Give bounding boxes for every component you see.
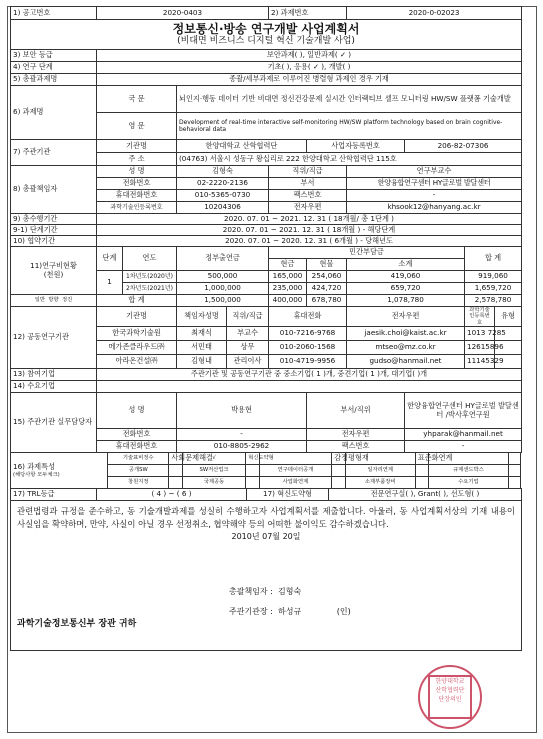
pi-email-value: khsook12@hanyang.ac.kr	[347, 202, 522, 214]
char-r3-6[interactable]	[332, 477, 346, 489]
contact-phone-label: 전화번호	[97, 429, 177, 441]
budget-sum-total: 2,578,780	[465, 295, 522, 307]
budget-sub-2: 659,720	[347, 283, 465, 295]
seal-line-2: 산학협력단	[435, 687, 465, 694]
host-label: 7) 주관기관	[11, 140, 97, 166]
characteristics-note: (해당사항 모두체크)	[13, 471, 60, 478]
pi-fax-label: 팩스번호	[269, 190, 347, 202]
pledge-head-line	[229, 607, 351, 617]
char-r2-7: 일자리연계	[345, 465, 415, 477]
business-plan-form	[10, 6, 521, 651]
char-r1-10[interactable]	[508, 453, 521, 465]
budget-bottom-3: 정진	[61, 297, 73, 304]
pledge-text: 관련법령과 규정을 준수하고, 동 기술개발과제를 성실히 수행하고자 사업계획서를 제출합니다. 아울러, 동 사업계획서상의 기재 내용이 사실임을 확약하며, 만약, 사실이 아닐 경우 선정취소, 협약해약 등의 어떠한 불이익도 감수하겠습니다.	[17, 506, 515, 529]
budget-stage-no: 1	[97, 271, 123, 295]
contact-dept-value: 한양융합연구센터 HY글로벌 발달센터 /박사후연구원	[405, 393, 522, 429]
joint-email-3: gudso@hanmail.net	[347, 355, 465, 369]
pi-phone-value: 02-2220-2136	[177, 178, 269, 190]
budget-year-2: 2차년도(2021년)	[123, 283, 177, 295]
task-number-value: 2020-0-02023	[347, 7, 522, 20]
budget-sum-sub: 1,078,780	[347, 295, 465, 307]
char-r1-6[interactable]: 감정평형재	[332, 453, 346, 465]
budget-bottom-labels	[11, 295, 97, 307]
budget-sub-1: 419,060	[347, 271, 465, 283]
pi-label: 8) 총괄책임자	[11, 166, 97, 214]
contact-phone-value: -	[177, 429, 307, 441]
contact-email-label: 전자우편	[307, 429, 405, 441]
joint-name-1: 최재식	[177, 327, 227, 341]
char-r3-7: 소재부품장비	[345, 477, 415, 489]
pledge-pi-name: 김형숙	[277, 587, 302, 597]
general-task-label: 5) 총괄과제명	[11, 74, 97, 86]
joint-sci-1: 1013 7285	[465, 327, 495, 341]
pi-pos-label: 직위/직급	[269, 166, 347, 178]
joint-sci-3: 11145329	[465, 355, 495, 369]
pledge-seal-mark: (인)	[336, 607, 351, 617]
trl-table	[10, 488, 522, 651]
joint-email-2: mtseo@mz.co.kr	[347, 341, 465, 355]
characteristics-label: 16) 과제특성	[13, 462, 56, 472]
joint-org-1: 한국과학기술원	[97, 327, 177, 341]
joint-pos-3: 관리이사	[227, 355, 269, 369]
total-period-label: 9) 총수행기간	[11, 214, 97, 225]
pi-sci-value: 10204306	[177, 202, 269, 214]
char-r1-1: 기술표비정수	[108, 453, 169, 465]
document-subtitle: (비대면 비즈니스 디지털 혁신 기술개발 사업)	[177, 36, 355, 47]
budget-col-total: 합 계	[465, 247, 522, 271]
host-org-label: 기관명	[97, 140, 177, 153]
announce-label: 1) 공고번호	[11, 7, 97, 20]
joint-phone-2: 010-2060-1568	[269, 341, 347, 355]
document-title: 정보통신·방송 연구개발 사업계획서	[172, 21, 360, 36]
contact-name-label: 성 명	[97, 393, 177, 429]
security-label: 3) 보안 등급	[11, 50, 97, 62]
research-stage-value: 기초( ), 응용( ✓ ), 개발( )	[97, 62, 522, 74]
pi-pos-value: 연구부교수	[347, 166, 522, 178]
char-r1-4[interactable]: 혁신도약형	[246, 453, 260, 465]
joint-org-3: 아라온건설㈜	[97, 355, 177, 369]
char-r3-2[interactable]	[169, 477, 183, 489]
budget-bottom-2: 방향	[48, 297, 59, 304]
stage-period-value: 2020. 07. 01 ~ 2021. 12. 31 ( 18개월 ) - 해당단계	[97, 225, 522, 236]
contact-fax-label: 팩스번호	[307, 441, 405, 453]
task-name-ko-label: 국 문	[97, 86, 177, 113]
pi-dept-label: 부서	[269, 178, 347, 190]
host-biz-label: 사업자등록번호	[307, 140, 405, 153]
joint-pos-2: 상무	[227, 341, 269, 355]
budget-cash-2: 235,000	[269, 283, 307, 295]
pledge-head-label: 주관기관장 :	[229, 607, 273, 617]
security-value: 보안과제( ), 일반과제( ✓ )	[97, 50, 522, 62]
joint-h-phone: 휴대전화	[269, 307, 347, 327]
joint-label: 12) 공동연구기관	[11, 307, 97, 369]
task-name-en-value: Development of real-time interactive self-monitoring HW/SW platform technology based on brain cognitive-behavioral data	[177, 113, 522, 140]
pledge-head-name: 하성규	[277, 607, 302, 617]
char-r3-1: 창원지정	[108, 477, 169, 489]
budget-total-2: 1,659,720	[465, 283, 522, 295]
pledge-cell	[11, 501, 522, 651]
char-r3-9: 수요기업	[429, 477, 508, 489]
joint-phone-3: 010-4719-9956	[269, 355, 347, 369]
title-cell	[11, 20, 522, 50]
characteristics-table	[10, 452, 521, 489]
task-number-label: 2) 과제번호	[269, 7, 347, 20]
joint-h-type: 유형	[495, 307, 522, 327]
pledge-date: 2010년 07월 20일	[231, 532, 301, 542]
innov-label: 17) 혁신도약형	[247, 489, 329, 501]
task-name-en-label: 영 문	[97, 113, 177, 140]
joint-email-1: jaesik.choi@kaist.ac.kr	[347, 327, 465, 341]
pi-fax-value: -	[347, 190, 522, 202]
contact-email-value: yhparak@hanmail.net	[405, 429, 522, 441]
char-r1-3: √	[182, 453, 245, 465]
char-r3-10[interactable]	[508, 477, 521, 489]
budget-bottom-1: 일반	[34, 297, 45, 304]
budget-col-kind: 현물	[307, 259, 347, 271]
budget-sum-label: 합 계	[97, 295, 177, 307]
budget-col-gov: 정부출연금	[177, 247, 269, 271]
char-r2-3: SW저산업크	[182, 465, 245, 477]
task-name-ko-value: 뇌인지·행동 데이터 기반 비대면 정신건강문제 실시간 인터랙티브 셀프 모니터링 HW/SW 플랫폼 기술개발	[177, 86, 522, 113]
char-r2-1: 공개SW	[108, 465, 169, 477]
pi-mobile-value: 010-5365-0730	[177, 190, 269, 202]
announce-value: 2020-0403	[97, 7, 269, 20]
char-r2-6[interactable]	[332, 465, 346, 477]
pi-name-value: 김형숙	[177, 166, 269, 178]
char-r2-8[interactable]	[415, 465, 429, 477]
budget-label-cell	[11, 247, 97, 295]
seal-line-3: 단장의인	[438, 696, 462, 703]
agreement-period-label: 10) 협약기간	[11, 236, 97, 247]
task-name-label: 6) 과제명	[11, 86, 97, 140]
budget-sum-gov: 1,500,000	[177, 295, 269, 307]
contact-mobile-label: 휴대전화번호	[97, 441, 177, 453]
joint-pos-1: 부교수	[227, 327, 269, 341]
host-addr-label: 주 소	[97, 153, 177, 166]
char-r2-4[interactable]	[246, 465, 260, 477]
char-r3-8[interactable]	[415, 477, 429, 489]
participating-label: 13) 참여기업	[11, 369, 97, 381]
contact-fax-value: -	[405, 441, 522, 453]
official-seal	[418, 665, 482, 729]
joint-h-name: 책임자성명	[177, 307, 227, 327]
host-org-value: 한양대학교 산학협력단	[177, 140, 307, 153]
budget-col-subtotal: 소계	[347, 259, 465, 271]
contact-name-value: 박용현	[177, 393, 307, 429]
demand-label: 14) 수요기업	[11, 381, 97, 393]
char-r3-3: 국제공동	[182, 477, 245, 489]
general-task-value: 종괄/세부과제로 이루어진 병렬형 과제인 경우 기재	[97, 74, 522, 86]
char-r3-4[interactable]	[246, 477, 260, 489]
pi-email-label: 전자우편	[269, 202, 347, 214]
budget-label: 11)연구비현황	[30, 260, 77, 270]
joint-phone-1: 010-7216-9768	[269, 327, 347, 341]
char-r2-9: 규제샌드박스	[429, 465, 508, 477]
contact-dept-label: 부서/직위	[307, 393, 405, 429]
pi-phone-label: 전화번호	[97, 178, 177, 190]
research-stage-label: 4) 연구 단계	[11, 62, 97, 74]
footer-recipient: 과학기술정보통신부 장관 귀하	[17, 619, 137, 630]
contact-label: 15) 주관기관 실무담당자	[11, 393, 97, 453]
innov-value: 전문연구실( ), Grant( ), 선도형( )	[329, 489, 522, 501]
stage-period-label: 9-1) 단계기간	[11, 225, 97, 236]
budget-kind-2: 424,720	[307, 283, 347, 295]
pledge-pi-label: 총괄책임자 :	[229, 587, 273, 597]
budget-col-private: 민간부담금	[269, 247, 465, 259]
joint-name-3: 김형내	[177, 355, 227, 369]
budget-col-stage: 단계	[97, 247, 123, 271]
form-table	[10, 6, 522, 453]
joint-org-2: 메가존클라우드㈜	[97, 341, 177, 355]
host-addr-value: (04763) 서울시 성동구 왕십리로 222 한양대학교 산학협력단 115호	[177, 153, 522, 166]
seal-inner	[428, 675, 472, 719]
joint-h-sci: 과학기술인등록번호	[465, 307, 495, 327]
agreement-period-value: 2020. 07. 01 ~ 2020. 12. 31 ( 6개월 ) - 당해년도	[97, 236, 522, 247]
host-biz-value: 206-82-07306	[405, 140, 522, 153]
budget-kind-1: 254,060	[307, 271, 347, 283]
joint-h-email: 전자우편	[347, 307, 465, 327]
seal-line-1: 한양대학교	[435, 678, 465, 685]
budget-sum-cash: 400,000	[269, 295, 307, 307]
total-period-value: 2020. 07. 01 ~ 2021. 12. 31 ( 18개월/ 총 1단계 )	[97, 214, 522, 225]
pi-mobile-label: 휴대전화번호	[97, 190, 177, 202]
char-r1-8[interactable]: 표준화연계	[415, 453, 429, 465]
characteristics-label-cell	[11, 453, 108, 489]
budget-year-1: 1차년도(2020년)	[123, 271, 177, 283]
joint-h-pos: 직위/직급	[227, 307, 269, 327]
budget-col-cash: 현금	[269, 259, 307, 271]
budget-gov-1: 500,000	[177, 271, 269, 283]
contact-mobile-value: 010-8805-2962	[177, 441, 307, 453]
budget-unit: (천원)	[43, 269, 64, 279]
pi-dept-value: 한양융합연구센터 HY글로벌 발달센터	[347, 178, 522, 190]
char-r2-2[interactable]	[169, 465, 183, 477]
participating-value: 주관기관 및 공동연구기관 중 중소기업( 1 )개, 중견기업( 1 )개, 대기업( )개	[97, 369, 522, 381]
joint-name-2: 서민태	[177, 341, 227, 355]
budget-sum-kind: 678,780	[307, 295, 347, 307]
pi-sci-label: 과학기술인등록번호	[97, 202, 177, 214]
budget-col-year: 연도	[123, 247, 177, 271]
pi-name-label: 성 명	[97, 166, 177, 178]
budget-gov-2: 1,000,000	[177, 283, 269, 295]
trl-label: 17) TRL등급	[11, 489, 97, 501]
char-r2-5: 연구데이터공개	[259, 465, 331, 477]
trl-value: ( 4 ) ~ ( 6 )	[97, 489, 247, 501]
demand-value	[97, 381, 522, 393]
budget-total-1: 919,060	[465, 271, 522, 283]
joint-h-org: 기관명	[97, 307, 177, 327]
char-r3-5: 사업화연계	[259, 477, 331, 489]
joint-sci-2: 12615896	[465, 341, 495, 355]
char-r2-10[interactable]	[508, 465, 521, 477]
budget-cash-1: 165,000	[269, 271, 307, 283]
char-r1-2[interactable]: 사회문제해결	[169, 453, 183, 465]
pledge-pi-line	[229, 587, 301, 597]
